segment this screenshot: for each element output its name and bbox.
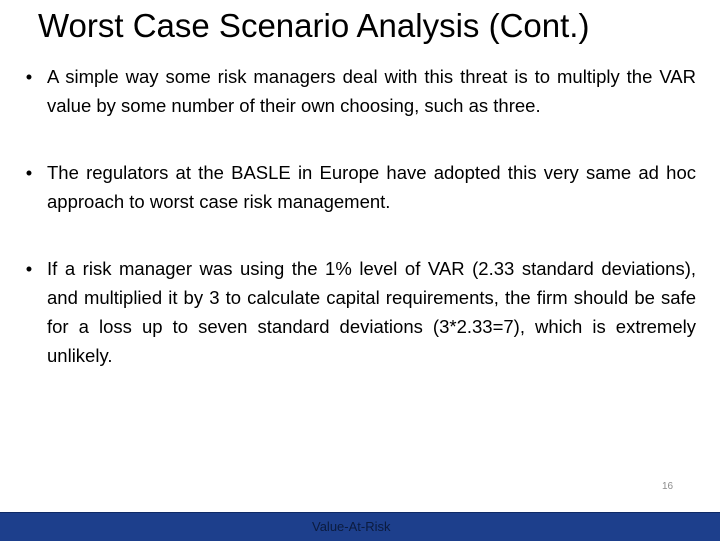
bullet-item bbox=[22, 158, 696, 216]
bullet-item bbox=[22, 254, 696, 370]
bullet-item bbox=[22, 62, 696, 120]
bullet-text: The regulators at the BASLE in Europe have adopted this very same ad hoc approach to worst case risk management. bbox=[47, 162, 696, 212]
footer-text: Value-At-Risk bbox=[312, 519, 391, 534]
slide-title: Worst Case Scenario Analysis (Cont.) bbox=[38, 7, 590, 44]
bullet-icon: • bbox=[25, 66, 33, 87]
bullet-text: If a risk manager was using the 1% level of VAR (2.33 standard deviations), and multiplied it by 3 to calculate capital requirements, the firm should be safe for a loss up to seven standard deviations (3*2.33=7), which is extremely unlikely. bbox=[47, 258, 696, 366]
bullet-list bbox=[22, 62, 696, 370]
page-number: 16 bbox=[662, 481, 674, 492]
bullet-text: A simple way some risk managers deal with this threat is to multiply the VAR value by some number of their own choosing, such as three. bbox=[47, 66, 696, 116]
bullet-icon: • bbox=[25, 162, 33, 183]
bullet-icon: • bbox=[25, 258, 33, 279]
